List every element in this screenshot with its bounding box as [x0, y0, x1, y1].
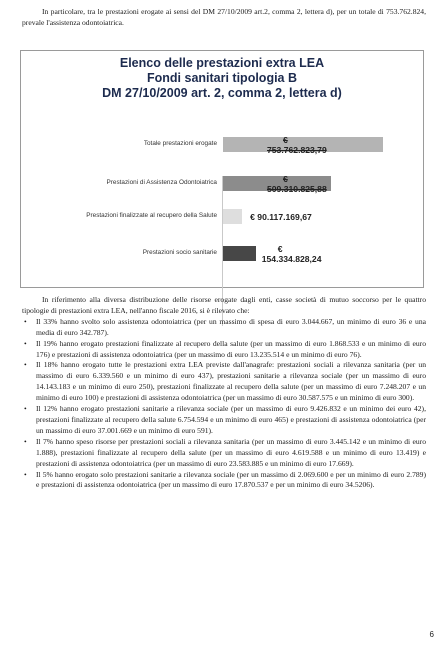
list-item	[22, 470, 426, 492]
bullet-icon: •	[24, 338, 27, 348]
category-label: Prestazioni di Assistenza Odontoiatrica	[106, 179, 217, 186]
body-lead-paragraph: In riferimento alla diversa distribuzione delle risorse erogate dagli enti, casse società di mutuo soccorso per le quattro tipologie di prestazioni extra LEA, nell'anno fiscale 2016, si è rilevato che:	[22, 295, 426, 315]
list-item	[22, 404, 426, 437]
data-label-line: €	[283, 135, 288, 145]
intro-paragraph: In particolare, tra le prestazioni erogate ai sensi del DM 27/10/2009 art.2, comma 2, lettera d), per un totale di 753.762.824, prevale l'assistenza odontoiatrica.	[22, 7, 426, 27]
chart-title-line-2: Fondi sanitari tipologia B	[147, 71, 297, 85]
list-item	[22, 317, 426, 339]
chart-title-line-3: DM 27/10/2009 art. 2, comma 2, lettera d)	[102, 86, 342, 100]
data-label-line: 154.334.828,24	[261, 254, 322, 264]
bullet-icon: •	[24, 436, 27, 446]
list-item	[22, 339, 426, 361]
page-number: 6	[429, 630, 434, 639]
chart-bar	[223, 246, 256, 261]
data-label-line: € 90.117.169,67	[250, 212, 312, 222]
list-item-text: Il 19% hanno erogato prestazioni finalizzate al recupero della salute (per un massimo di euro 1.868.533 e un minimo di euro 176) e prestazioni di assistenza odontoiatrica (per un massimo di euro 13.235.514 e un minimo di euro 76).	[36, 338, 426, 359]
data-label	[267, 135, 327, 155]
category-label: Prestazioni socio sanitarie	[142, 249, 217, 256]
bullet-icon: •	[24, 469, 27, 479]
chart-bar	[223, 209, 242, 224]
data-label-line: 509.310.825,88	[267, 184, 327, 194]
data-label-line: €	[283, 174, 288, 184]
chart-title-line-1: Elenco delle prestazioni extra LEA	[119, 56, 325, 70]
list-item-text: Il 7% hanno speso risorse per prestazioni sociali a rilevanza sanitaria (per un massimo di euro 3.445.142 e un minimo di euro 1.888), prestazioni finalizzate al recupero della salute (per un massimo di euro 4.619.588 e un minimo di euro 13.419) e prestazioni di assistenza odontoiatrica (per un massimo di euro 23.583.885 e un minimo di euro 17.669).	[36, 436, 426, 468]
list-item	[22, 437, 426, 470]
list-item-text: Il 5% hanno erogato solo prestazioni sanitarie a rilevanza sociale (per un massimo di 2.069.600 e per un minimo di euro 2.789) e prestazioni di assistenza odontoiatrica (per un massimo di euro 17.870.537 e per un minimo di euro 34.5206).	[36, 469, 426, 490]
findings-list	[22, 317, 426, 492]
chart-title	[21, 56, 423, 101]
list-item-text: Il 33% hanno svolto solo assistenza odontoiatrica (per un massimo di spesa di euro 3.044.667, un minimo di euro 36 e una media di euro 342.787).	[36, 316, 426, 337]
list-item	[22, 360, 426, 404]
bullet-icon: •	[24, 404, 27, 414]
body-section	[22, 295, 426, 491]
category-label: Totale prestazioni erogate	[143, 140, 217, 147]
data-label	[267, 174, 327, 194]
data-label	[262, 244, 322, 264]
bullet-icon: •	[24, 360, 27, 370]
chart-figure	[20, 50, 424, 288]
list-item-text: Il 18% hanno erogato tutte le prestazioni extra LEA previste dall'anagrafe: prestazioni sociali a rilevanza sanitaria (per un massimo di euro 6.339.560 e un minimo di euro 437), prestazioni sanitarie a rilevanza sociale (per un massimo di euro 14.143.183 e un minimo di euro 250), prestazioni finalizzate al recupero della salute (per un massimo di euro 7.248.207 e un minimo di euro 100) e prestazioni di assistenza odontoiatrica (per un massimo di euro 30.587.575 e un minimo di euro 300).	[36, 360, 426, 403]
bullet-icon: •	[24, 316, 27, 326]
data-label-line: 753.762.823,79	[267, 145, 327, 155]
list-item-text: Il 12% hanno erogato prestazioni sanitarie a rilevanza sociale (per un massimo di euro 9.426.832 e un minimo dei euro 42), prestazioni finalizzate al recupero della salute 6.754.594 e un minimo di euro 465) e prestazioni di assistenza odontoiatrica (per un massimo di euro 37.001.669 e un minimo di euro 591).	[36, 404, 426, 435]
category-label: Prestazioni finalizzate al recupero della Salute	[86, 212, 217, 219]
data-label	[250, 212, 312, 222]
data-label-line: €	[277, 244, 283, 254]
